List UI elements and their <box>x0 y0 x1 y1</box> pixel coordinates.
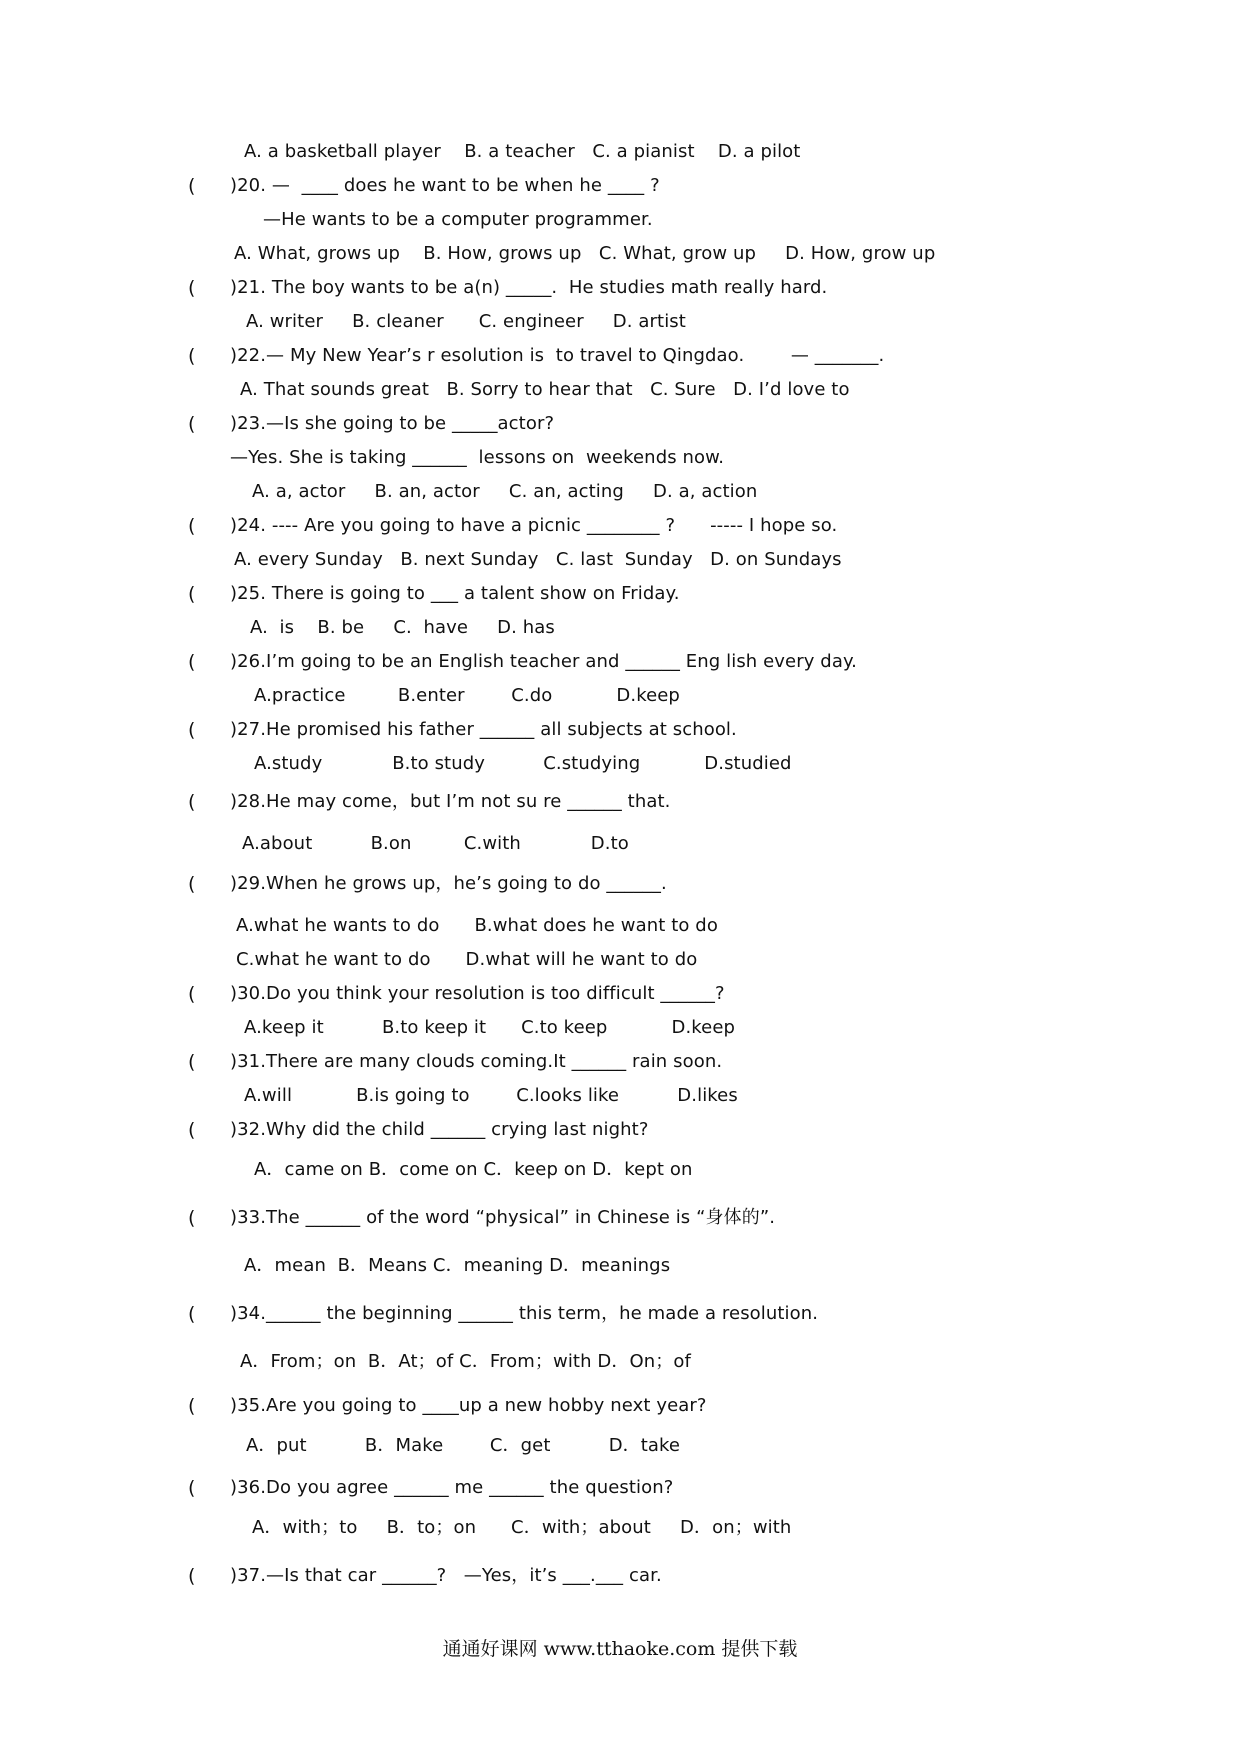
question-line: )20. — ____ does he want to be when he ____ ? <box>230 175 660 196</box>
option-line: A．came on B．come on C．keep on D．kept on <box>254 1159 693 1180</box>
answer-blank-paren: ( <box>188 1303 196 1325</box>
question-line: )30.Do you think your resolution is too difficult ______? <box>230 983 725 1004</box>
option-line: A. That sounds great B. Sorry to hear that C. Sure D. I’d love to <box>240 379 850 400</box>
option-line: A．mean B．Means C．meaning D．meanings <box>244 1255 671 1276</box>
option-line: A.study B.to study C.studying D.studied <box>254 753 792 774</box>
answer-blank-paren: ( <box>188 1565 196 1587</box>
option-line: A. is B. be C. have D. has <box>250 617 555 638</box>
option-line: A. a basketball player B. a teacher C. a pianist D. a pilot <box>244 141 801 162</box>
answer-blank-paren: ( <box>188 1477 196 1499</box>
option-line: —Yes. She is taking ______ lessons on weekends now. <box>230 447 725 468</box>
question-line: )21. The boy wants to be a(n) _____. He studies math really hard. <box>230 277 828 298</box>
option-line: A. writer B. cleaner C. engineer D. artist <box>246 311 686 332</box>
question-line: )29.When he grows up，he’s going to do ______. <box>230 873 667 894</box>
question-line: )36.Do you agree ______ me ______ the question? <box>230 1477 674 1498</box>
question-line: )27.He promised his father ______ all subjects at school. <box>230 719 737 740</box>
answer-blank-paren: ( <box>188 983 196 1005</box>
option-line: A．From；on B．At；of C．From；with D．On；of <box>240 1351 691 1372</box>
answer-blank-paren: ( <box>188 1207 196 1229</box>
option-line: A. every Sunday B. next Sunday C. last Sunday D. on Sundays <box>234 549 842 570</box>
option-line: A．put B．Make C．get D．take <box>246 1435 681 1456</box>
option-line: —He wants to be a computer programmer. <box>263 209 653 230</box>
answer-blank-paren: ( <box>188 1051 196 1073</box>
option-line: A.about B.on C.with D.to <box>242 833 629 854</box>
option-line: A．with；to B．to；on C．with；about D．on；with <box>252 1517 792 1538</box>
answer-blank-paren: ( <box>188 583 196 605</box>
answer-blank-paren: ( <box>188 1119 196 1141</box>
answer-blank-paren: ( <box>188 175 196 197</box>
question-line: )28.He may come，but I’m not su re ______ that. <box>230 791 671 812</box>
answer-blank-paren: ( <box>188 1395 196 1417</box>
option-line: A. a, actor B. an, actor C. an, acting D. a, action <box>252 481 758 502</box>
question-line: )31.There are many clouds coming.It ______ rain soon. <box>230 1051 723 1072</box>
answer-blank-paren: ( <box>188 873 196 895</box>
option-line: C.what he want to do D.what will he want to do <box>236 949 698 970</box>
page-footer: 通通好课网 www.tthaoke.com 提供下载 <box>442 1638 798 1660</box>
option-line: A. What, grows up B. How, grows up C. What, grow up D. How, grow up <box>234 243 936 264</box>
option-line: A.will B.is going to C.looks like D.likes <box>244 1085 738 1106</box>
answer-blank-paren: ( <box>188 515 196 537</box>
question-line: )32.Why did the child ______ crying last night? <box>230 1119 649 1140</box>
answer-blank-paren: ( <box>188 651 196 673</box>
question-line: )33.The ______ of the word “physical” in Chinese is “身体的”. <box>230 1207 776 1228</box>
option-line: A.keep it B.to keep it C.to keep D.keep <box>244 1017 736 1038</box>
question-line: )35.Are you going to ____up a new hobby next year? <box>230 1395 707 1416</box>
question-line: )37.—Is that car ______? —Yes，it’s ___.___ car. <box>230 1565 662 1586</box>
answer-blank-paren: ( <box>188 345 196 367</box>
question-line: )26.I’m going to be an English teacher and ______ Eng lish every day. <box>230 651 857 672</box>
answer-blank-paren: ( <box>188 277 196 299</box>
option-line: A.what he wants to do B.what does he want to do <box>236 915 718 936</box>
question-line: )22.— My New Year’s r esolution is to travel to Qingdao. — _______. <box>230 345 885 366</box>
question-line: )34.______ the beginning ______ this term，he made a resolution. <box>230 1303 819 1324</box>
question-line: )23.—Is she going to be _____actor? <box>230 413 555 434</box>
answer-blank-paren: ( <box>188 719 196 741</box>
question-line: )24. ---- Are you going to have a picnic ________ ? ----- I hope so. <box>230 515 838 536</box>
question-line: )25. There is going to ___ a talent show on Friday. <box>230 583 680 604</box>
answer-blank-paren: ( <box>188 791 196 813</box>
option-line: A.practice B.enter C.do D.keep <box>254 685 680 706</box>
answer-blank-paren: ( <box>188 413 196 435</box>
